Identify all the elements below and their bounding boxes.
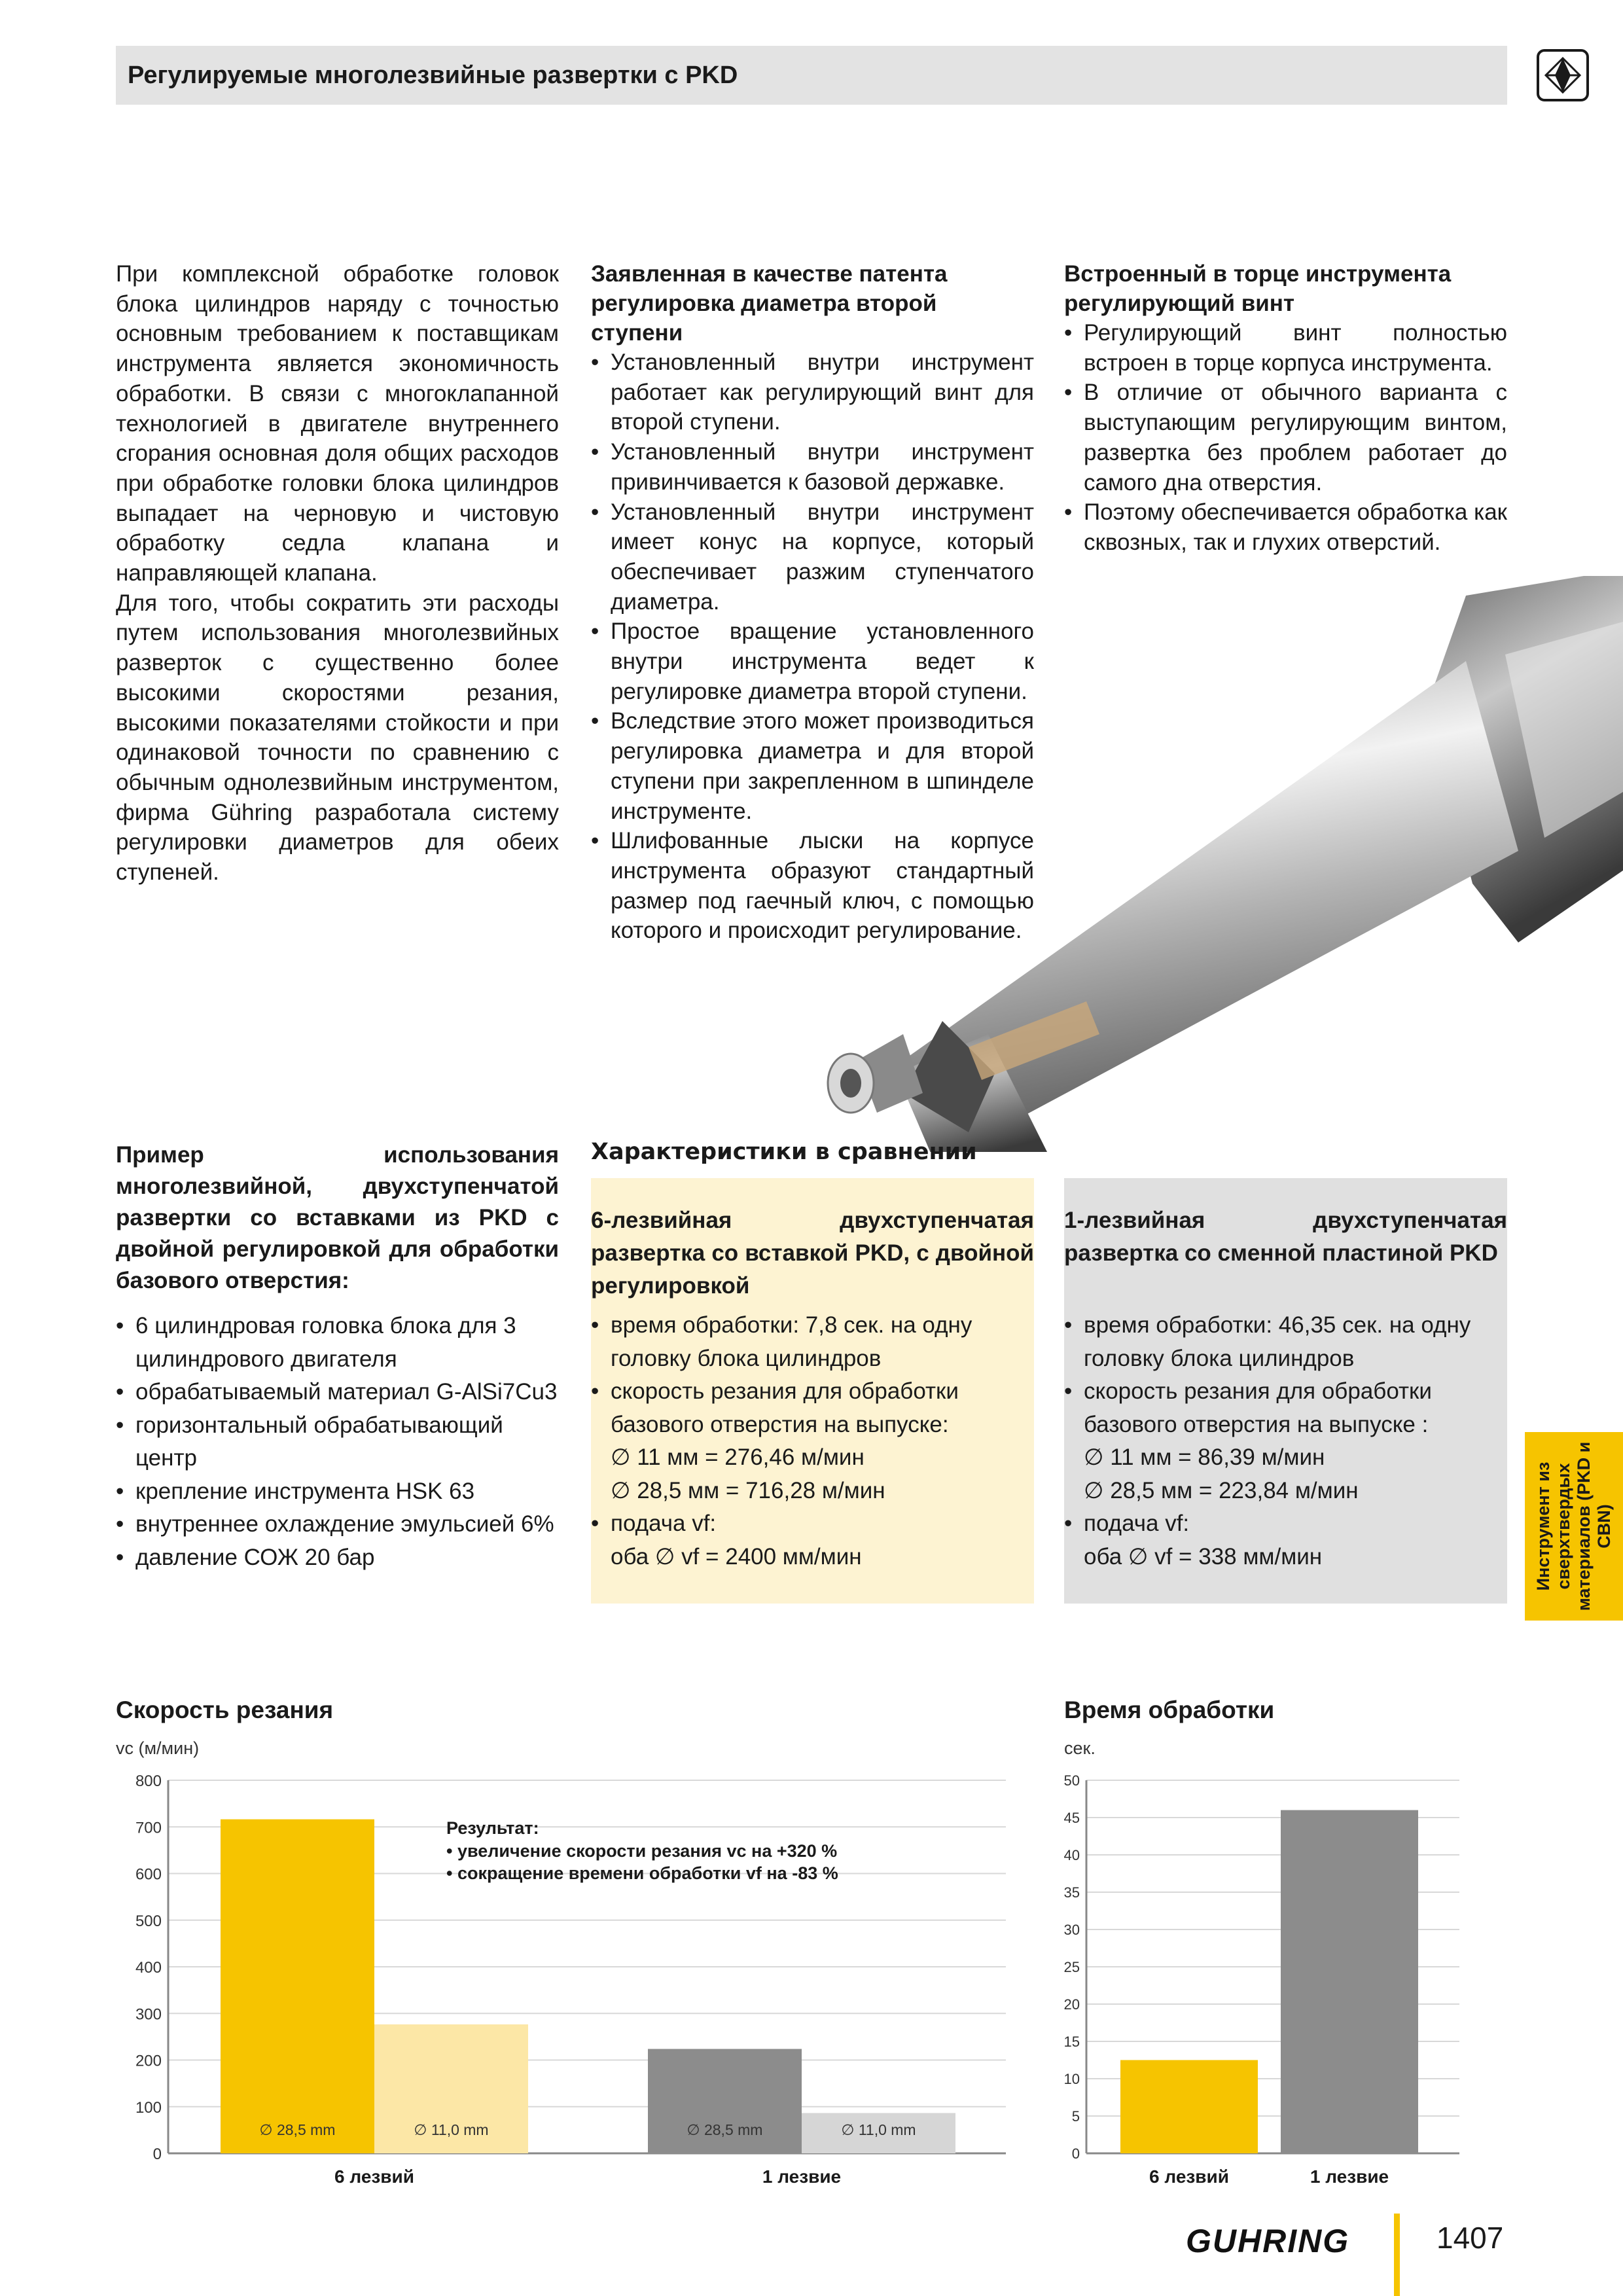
detail-line xyxy=(591,1507,1034,1541)
y-tick-label: 15 xyxy=(1063,2034,1080,2050)
result-annotation-line: • сокращение времени обработки vf на -83 % xyxy=(446,1863,838,1883)
list-item: • горизонтальный обрабатывающий центр xyxy=(116,1409,559,1475)
y-tick-label: 400 xyxy=(135,1959,162,1977)
bullet-text: подача vf: xyxy=(611,1511,717,1536)
list-item: • Поэтому обеспечивается обработка как сквозных, так и глухих отверстий. xyxy=(1064,497,1507,557)
list-item: • Установленный внутри инструмент привинчивается к базовой державке. xyxy=(591,437,1034,497)
intro-paragraph-2: Для того, чтобы сократить эти расходы путем использования многолезвийных разверток с существенно более высокими скоростями резания, высокими показателями стойкости и при одинаковой точности по сравнению с обычным однолезвийным инструментом, фирма Gühring разработала систему регулировки диаметров для обеих ступеней. xyxy=(116,590,559,886)
list-item: • Простое вращение установленного внутри инструмента ведет к регулировке диаметра второй ступени. xyxy=(591,617,1034,706)
bullet-text: время обработки: 7,8 сек. на одну головку блока цилиндров xyxy=(611,1312,972,1371)
bullet-mark: • xyxy=(1064,1511,1073,1536)
y-tick-label: 300 xyxy=(135,2005,162,2024)
bullet-text: время обработки: 46,35 сек. на одну головку блока цилиндров xyxy=(1084,1312,1471,1371)
detail-line xyxy=(1064,1309,1507,1375)
six-blade-title: 6-лезвийная двухступенчатая развертка со вставкой PKD, с двойной регулировкой xyxy=(591,1208,1034,1299)
bullet-mark: • xyxy=(591,1378,599,1404)
page-number: 1407 xyxy=(1436,2221,1504,2255)
bullet-text: ∅ 11 мм = 86,39 м/мин xyxy=(1084,1444,1325,1470)
list-item: • давление СОЖ 20 бар xyxy=(116,1541,559,1575)
list-item: • 6 цилиндровая головка блока для 3 цилиндрового двигателя xyxy=(116,1310,559,1376)
y-tick-label: 10 xyxy=(1063,2071,1080,2087)
detail-line xyxy=(591,1541,1034,1574)
detail-line xyxy=(1064,1541,1507,1574)
six-blade-details xyxy=(591,1309,1034,1573)
bar xyxy=(221,1820,374,2153)
bar xyxy=(1120,2060,1258,2154)
result-annotation-title: Результат: xyxy=(446,1818,539,1838)
list-item: • Шлифованные лыски на корпусе инструмента образуют стандартный размер под гаечный ключ, с помощью которого и происходит регулирование. xyxy=(591,826,1034,946)
time-chart xyxy=(1054,1761,1486,2193)
list-item: • Установленный внутри инструмент работает как регулирующий винт для второй ступени. xyxy=(591,348,1034,437)
detail-line xyxy=(591,1475,1034,1508)
detail-line xyxy=(591,1441,1034,1475)
y-tick-label: 40 xyxy=(1063,1847,1080,1863)
bullet-text: скорость резания для обработки базового отверстия на выпуске: xyxy=(611,1378,959,1437)
y-tick-label: 200 xyxy=(135,2052,162,2070)
page-title: Регулируемые многолезвийные развертки с PKD xyxy=(128,62,738,89)
bar-series-label: ∅ 28,5 mm xyxy=(259,2121,336,2138)
example-section xyxy=(116,1139,559,1574)
bullet-text: подача vf: xyxy=(1084,1511,1190,1536)
bullet-text: оба ∅ vf = 2400 мм/мин xyxy=(611,1543,862,1570)
detail-line xyxy=(591,1375,1034,1441)
one-blade-details xyxy=(1064,1309,1507,1573)
one-blade-title: 1-лезвийная двухступенчатая развертка со сменной пластиной PKD xyxy=(1064,1208,1507,1266)
bullet-text: оба ∅ vf = 338 мм/мин xyxy=(1084,1543,1323,1570)
y-tick-label: 600 xyxy=(135,1865,162,1884)
patent-heading: Заявленная в качестве патента регулировка диаметра второй ступени xyxy=(591,261,948,346)
example-heading: Пример использования многолезвийной, двухступенчатой развертки со вставками из PKD с двойной регулировкой для обработки базового отверстия: xyxy=(116,1142,559,1293)
bullet-text: ∅ 28,5 мм = 223,84 м/мин xyxy=(1084,1477,1359,1503)
rhombus-logo-icon xyxy=(1539,52,1586,99)
speed-chart-title: Скорость резания xyxy=(116,1696,334,1723)
intro-text xyxy=(116,259,559,888)
bullet-mark: • xyxy=(1064,1378,1073,1404)
x-category-label: 1 лезвие xyxy=(1310,2166,1389,2187)
bullet-text: скорость резания для обработки базового отверстия на выпуске : xyxy=(1084,1378,1432,1437)
bullet-text: ∅ 11 мм = 276,46 м/мин xyxy=(611,1444,865,1470)
time-chart-title: Время обработки xyxy=(1064,1696,1275,1723)
speed-chart-ylabel: vc (м/мин) xyxy=(116,1738,200,1758)
screw-list xyxy=(1064,318,1507,558)
list-item: • Регулирующий винт полностью встроен в торце корпуса инструмента. xyxy=(1064,318,1507,378)
screw-section xyxy=(1064,259,1507,558)
time-chart-ylabel: сек. xyxy=(1064,1738,1096,1758)
y-tick-label: 45 xyxy=(1063,1810,1080,1826)
list-item: • В отличие от обычного варианта с выступающим регулирующим винтом, развертка без проблем работает до самого дна отверстия. xyxy=(1064,378,1507,497)
y-tick-label: 800 xyxy=(135,1772,162,1790)
category-side-tab[interactable] xyxy=(1525,1432,1623,1621)
y-tick-label: 30 xyxy=(1063,1922,1080,1938)
list-item: • обрабатываемый материал G-AlSi7Cu3 xyxy=(116,1376,559,1409)
reamer-tool-image xyxy=(772,576,1623,1152)
comparison-heading: Характеристики в сравнении xyxy=(591,1139,977,1165)
y-tick-label: 0 xyxy=(1071,2145,1080,2162)
bar-series-label: ∅ 28,5 mm xyxy=(687,2121,763,2138)
detail-line xyxy=(1064,1441,1507,1475)
title-bar xyxy=(116,46,1507,105)
y-tick-label: 35 xyxy=(1063,1884,1080,1901)
detail-line xyxy=(591,1309,1034,1375)
y-tick-label: 100 xyxy=(135,2098,162,2117)
guhring-logo: GUHRING xyxy=(1186,2223,1350,2259)
result-annotation-line: • увеличение скорости резания vc на +320 % xyxy=(446,1841,838,1861)
bar-series-label: ∅ 11,0 mm xyxy=(841,2121,916,2138)
bar xyxy=(1281,1810,1418,2153)
x-category-label: 6 лезвий xyxy=(1149,2166,1229,2187)
footer-divider xyxy=(1394,2214,1400,2296)
detail-line xyxy=(1064,1475,1507,1508)
bullet-mark: • xyxy=(1064,1312,1073,1338)
y-tick-label: 5 xyxy=(1071,2108,1080,2125)
y-tick-label: 700 xyxy=(135,1819,162,1837)
bar-series-label: ∅ 11,0 mm xyxy=(414,2121,489,2138)
y-tick-label: 20 xyxy=(1063,1996,1080,2013)
bullet-mark: • xyxy=(591,1511,599,1536)
example-list xyxy=(116,1310,559,1574)
list-item: • Установленный внутри инструмент имеет конус на корпусе, который обеспечивает разжим ступенчатого диаметра. xyxy=(591,497,1034,617)
detail-line xyxy=(1064,1507,1507,1541)
y-tick-label: 500 xyxy=(135,1912,162,1930)
comparison-six-blade xyxy=(591,1178,1034,1604)
bullet-text: ∅ 28,5 мм = 716,28 м/мин xyxy=(611,1477,885,1503)
speed-chart xyxy=(116,1761,1012,2193)
y-tick-label: 0 xyxy=(152,2145,162,2163)
y-tick-label: 50 xyxy=(1063,1772,1080,1789)
intro-paragraph-1: При комплексной обработке головок блока цилиндров наряду с точностью основным требованием к поставщикам инструмента является экономичность обработки. В связи с многоклапанной технологией в двигателе внутреннего сгорания основная доля общих расходов при обработке головки блока цилиндров выпадает на черновую и чистовую обработку седла клапана и направляющей клапана. xyxy=(116,261,559,586)
y-tick-label: 25 xyxy=(1063,1959,1080,1975)
screw-heading: Встроенный в торце инструмента регулирующий винт xyxy=(1064,261,1452,316)
side-tab-label: Инструмент из сверхтвердых материалов (PKD и CBN) xyxy=(1533,1441,1614,1611)
list-item: • крепление инструмента HSK 63 xyxy=(116,1475,559,1509)
list-item: • внутреннее охлаждение эмульсией 6% xyxy=(116,1508,559,1541)
x-category-label: 1 лезвие xyxy=(762,2166,842,2187)
list-item: • Вследствие этого может производиться регулировка диаметра и для второй ступени при закрепленном в шпинделе инструменте. xyxy=(591,706,1034,826)
x-category-label: 6 лезвий xyxy=(334,2166,414,2187)
bullet-mark: • xyxy=(591,1312,599,1338)
brand-logo xyxy=(1537,49,1589,101)
detail-line xyxy=(1064,1375,1507,1441)
comparison-one-blade xyxy=(1064,1178,1507,1604)
